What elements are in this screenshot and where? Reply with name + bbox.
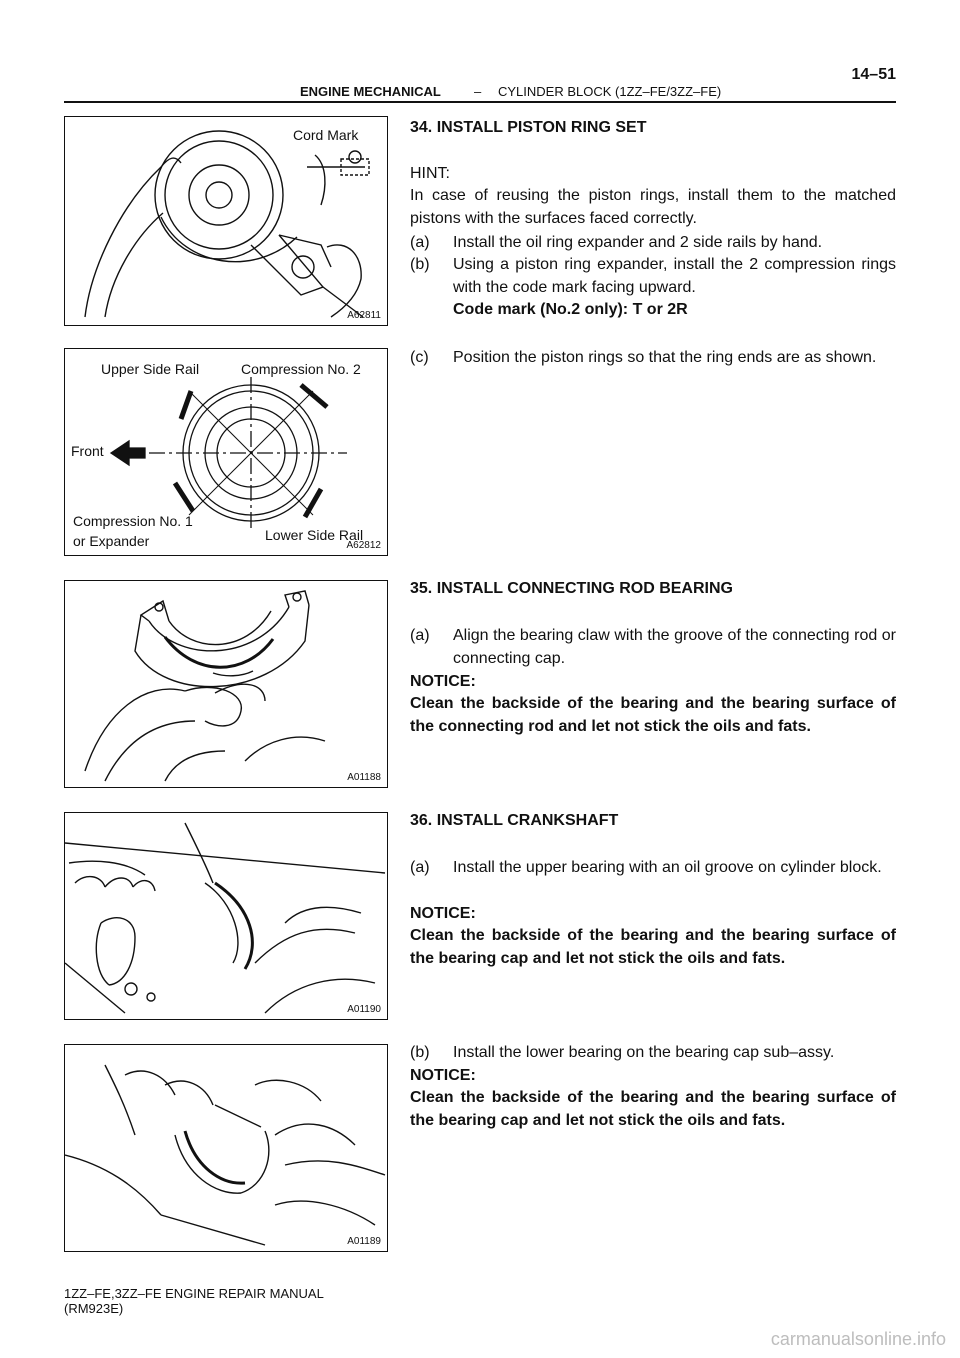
illustration-ring-expander: [65, 117, 388, 326]
step-36-title: 36. INSTALL CRANKSHAFT: [410, 812, 619, 829]
footer-line-2: (RM923E): [64, 1301, 124, 1316]
figure-code: A62811: [347, 310, 381, 321]
figure-code: A62812: [346, 540, 381, 551]
header-section-title: ENGINE MECHANICAL: [300, 84, 441, 99]
label-cord-mark: Cord Mark: [293, 127, 359, 143]
illustration-lower-bearing: [65, 1045, 388, 1252]
label-compression-no1: Compression No. 1: [73, 513, 193, 529]
step-34-c: [410, 347, 896, 370]
figure-code: A01189: [347, 1236, 381, 1247]
step-36-b-number: (b): [410, 1044, 430, 1061]
footer-line-1: 1ZZ–FE,3ZZ–FE ENGINE REPAIR MANUAL: [64, 1286, 324, 1301]
label-lower-side-rail: Lower Side Rail: [265, 527, 364, 543]
footer-manual-title: [64, 1286, 324, 1316]
page-number: 14–51: [851, 66, 896, 83]
step-34-b-text: Using a piston ring expander, install the 2 compression rings with the code mark facing upward.: [453, 256, 896, 296]
step-36-b-text: Install the lower bearing on the bearing cap sub–assy.: [453, 1044, 835, 1061]
header-rule: [64, 101, 896, 103]
step-35-notice-label: NOTICE:: [410, 673, 476, 690]
step-36-notice2-text: Clean the backside of the bearing and the bearing surface of the bearing cap and let not stick the oils and fats.: [410, 1089, 896, 1129]
step-36-a-text: Install the upper bearing with an oil groove on cylinder block.: [453, 859, 882, 876]
watermark: carmanualsonline.info: [770, 1329, 946, 1349]
step-36-a: [410, 857, 896, 880]
step-35-a-number: (a): [410, 627, 430, 644]
header-subsection-title: CYLINDER BLOCK (1ZZ–FE/3ZZ–FE): [498, 84, 722, 99]
step-34-code-mark: Code mark (No.2 only): T or 2R: [453, 301, 688, 318]
header-dash: –: [474, 84, 482, 99]
step-34-a: [410, 232, 896, 255]
step-34-hint-label: HINT:: [410, 165, 450, 182]
label-front: Front: [71, 443, 104, 459]
label-upper-side-rail: Upper Side Rail: [101, 361, 200, 377]
figure-ring-end-positions: [64, 348, 388, 556]
step-34-b: [410, 254, 896, 322]
step-34-a-number: (a): [410, 234, 430, 251]
step-34-c-text: Position the piston rings so that the ring ends are as shown.: [453, 349, 877, 366]
label-compression-no2: Compression No. 2: [241, 361, 361, 377]
illustration-upper-bearing: [65, 813, 388, 1020]
figure-upper-bearing: [64, 812, 388, 1020]
step-36-b: [410, 1042, 896, 1065]
step-36-notice-text: Clean the backside of the bearing and the bearing surface of the bearing cap and let not stick the oils and fats.: [410, 927, 896, 967]
figure-code: A01188: [347, 772, 381, 783]
figure-piston-ring-expander: [64, 116, 388, 326]
step-36-a-number: (a): [410, 859, 430, 876]
step-34-hint-text: In case of reusing the piston rings, install them to the matched pistons with the surfaces faced correctly.: [410, 187, 896, 227]
figure-code: A01190: [347, 1004, 381, 1015]
figure-lower-bearing: [64, 1044, 388, 1252]
step-34-a-text: Install the oil ring expander and 2 side rails by hand.: [453, 234, 823, 251]
step-36-notice-label: NOTICE:: [410, 905, 476, 922]
step-35-notice-text: Clean the backside of the bearing and the bearing surface of the connecting rod and let not stick the oils and fats.: [410, 695, 896, 735]
step-35-a-text: Align the bearing claw with the groove of the connecting rod or connecting cap.: [453, 627, 896, 667]
label-or-expander: or Expander: [73, 533, 150, 549]
step-34-b-number: (b): [410, 256, 430, 273]
step-34-c-number: (c): [410, 349, 429, 366]
step-35-a: [410, 625, 896, 670]
step-34-title: 34. INSTALL PISTON RING SET: [410, 119, 647, 136]
step-35-title: 35. INSTALL CONNECTING ROD BEARING: [410, 580, 733, 597]
illustration-rod-bearing: [65, 581, 388, 788]
figure-connecting-rod-bearing: [64, 580, 388, 788]
step-36-notice2-label: NOTICE:: [410, 1067, 476, 1084]
